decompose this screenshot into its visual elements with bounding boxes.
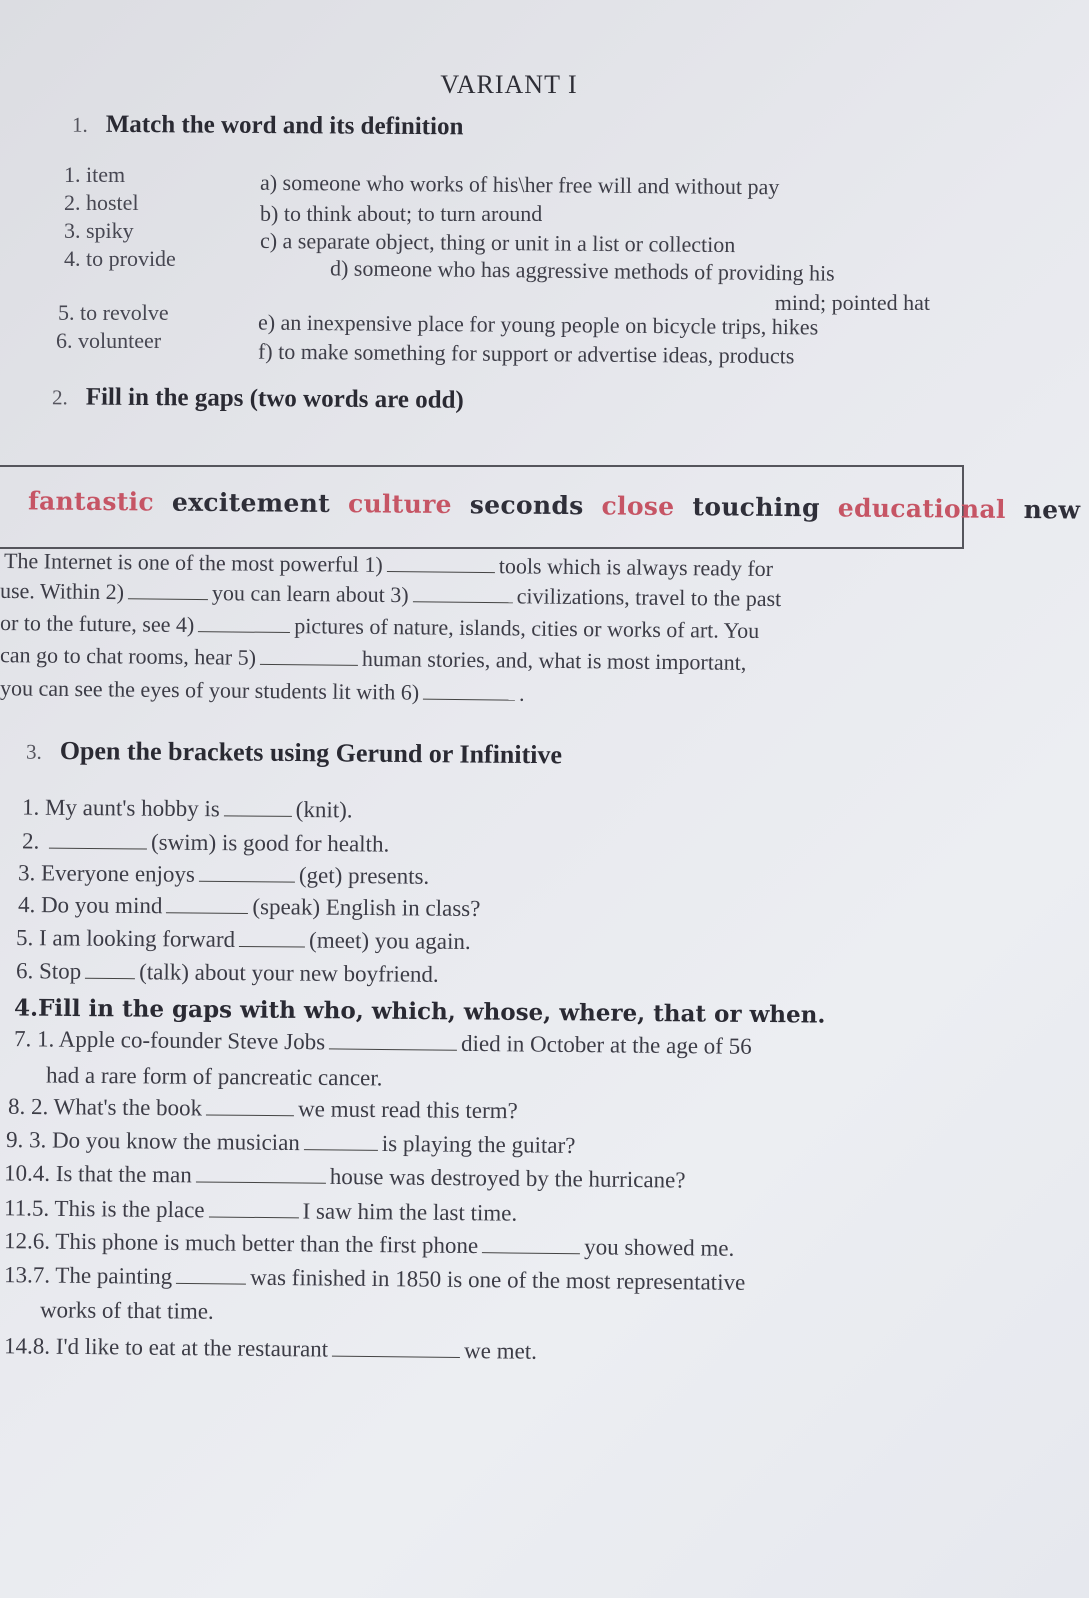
passage-text: you can learn about 3) xyxy=(211,580,409,608)
item-text: 1. Apple co-founder Steve Jobs xyxy=(36,1026,326,1055)
item-text: I saw him the last time. xyxy=(302,1198,518,1226)
section-3-heading xyxy=(26,736,562,771)
item-number: 3. xyxy=(17,860,36,886)
match-word: 5. to revolve xyxy=(58,300,169,325)
item-text: (swim) is good for health. xyxy=(150,829,390,857)
match-definition: e) an inexpensive place for young people on bicycle trips, hikes xyxy=(257,309,819,340)
exercise-item-continuation: works of that time. xyxy=(39,1297,214,1324)
item-number: 11. xyxy=(3,1195,33,1221)
section-title: Fill in the gaps (two words are odd) xyxy=(85,383,464,414)
item-text: Do you mind xyxy=(40,892,163,919)
section-1-heading xyxy=(72,111,464,142)
item-text: you showed me. xyxy=(584,1234,735,1261)
answer-blank[interactable] xyxy=(209,1200,299,1218)
item-text: Stop xyxy=(38,958,82,984)
match-word: 1. item xyxy=(64,162,126,187)
item-text: (get) presents. xyxy=(298,862,430,889)
word-bank-word: educational xyxy=(837,493,1006,524)
match-word: 3. spiky xyxy=(64,218,134,243)
passage-text: pictures of nature, islands, cities or works of art. You xyxy=(294,613,760,643)
passage-text: can go to chat rooms, hear 5) xyxy=(0,642,257,670)
match-definition: c) a separate object, thing or unit in a list or collection xyxy=(259,227,736,258)
item-text: is playing the guitar? xyxy=(381,1130,576,1158)
passage-text: The Internet is one of the most powerful 1) xyxy=(3,547,383,577)
match-definition: mind; pointed hat xyxy=(774,290,930,315)
word-bank-word: close xyxy=(601,491,675,522)
exercise-item xyxy=(18,892,481,922)
exercise-item xyxy=(16,958,439,988)
section-number: 2. xyxy=(51,385,68,410)
section-number: 3. xyxy=(25,739,42,764)
answer-blank[interactable] xyxy=(176,1267,246,1285)
item-text: 8. I'd like to eat at the restaurant xyxy=(32,1333,329,1362)
item-text: house was destroyed by the hurricane? xyxy=(329,1163,686,1193)
item-number: 8. xyxy=(7,1093,26,1119)
passage-line xyxy=(4,548,773,582)
passage-text: tools which is always ready for xyxy=(498,553,774,582)
blank-3[interactable] xyxy=(413,585,513,603)
answer-blank[interactable] xyxy=(304,1133,378,1151)
exercise-item xyxy=(16,925,471,955)
passage-text: you can see the eyes of your students lit with 6) xyxy=(0,675,420,705)
item-text: we must read this term? xyxy=(297,1096,518,1124)
item-text: 5. This is the place xyxy=(31,1195,205,1223)
item-text: Everyone enjoys xyxy=(40,860,196,887)
item-text: 2. What's the book xyxy=(30,1093,203,1121)
answer-blank[interactable] xyxy=(166,896,248,914)
match-definition: f) to make something for support or advertise ideas, products xyxy=(257,338,795,369)
exercise-item xyxy=(4,1262,745,1296)
exercise-item xyxy=(8,1094,518,1124)
answer-blank[interactable] xyxy=(239,930,305,948)
exercise-item xyxy=(4,1195,517,1226)
word-bank-word: fantastic xyxy=(27,486,155,517)
answer-blank[interactable] xyxy=(199,865,295,883)
exercise-item xyxy=(4,1160,686,1193)
answer-blank[interactable] xyxy=(85,962,135,979)
word-bank-word: culture xyxy=(347,489,452,520)
match-definition: a) someone who works of his\her free will and without pay xyxy=(259,169,780,200)
section-title: Open the brackets using Gerund or Infinitive xyxy=(59,735,563,770)
item-text: (talk) about your new boyfriend. xyxy=(139,959,439,987)
answer-blank[interactable] xyxy=(49,832,147,850)
item-number: 1. xyxy=(21,794,40,820)
blank-2[interactable] xyxy=(128,582,208,600)
exercise-item xyxy=(4,1228,735,1262)
item-text: 4. Is that the man xyxy=(32,1160,192,1188)
item-text: (speak) English in class? xyxy=(252,894,481,922)
exercise-item-continuation: had a rare form of pancreatic cancer. xyxy=(45,1062,383,1091)
page-title: VARIANT I xyxy=(440,70,578,99)
passage-line xyxy=(0,610,759,644)
exercise-item xyxy=(4,1333,537,1365)
item-text: My aunt's hobby is xyxy=(44,794,220,822)
match-word: 6. volunteer xyxy=(56,328,162,353)
answer-blank[interactable] xyxy=(332,1340,460,1358)
answer-blank[interactable] xyxy=(329,1032,457,1050)
word-bank-word: touching xyxy=(692,492,820,523)
item-text: (meet) you again. xyxy=(308,927,471,954)
answer-blank[interactable] xyxy=(224,799,292,817)
item-number: 7. xyxy=(13,1026,32,1052)
section-2-heading xyxy=(52,383,464,415)
exercise-item xyxy=(18,860,429,890)
word-bank-word: seconds xyxy=(469,490,584,521)
item-text: we met. xyxy=(463,1338,538,1364)
item-number: 6. xyxy=(15,958,34,984)
section-number: 1. xyxy=(71,112,88,137)
passage-text: . xyxy=(519,680,525,706)
answer-blank[interactable] xyxy=(196,1165,326,1183)
blank-1[interactable] xyxy=(387,555,495,573)
exercise-item xyxy=(6,1127,576,1159)
item-text: 7. The painting xyxy=(32,1262,173,1289)
item-text: was finished in 1850 is one of the most representative xyxy=(250,1264,746,1295)
match-word: 4. to provide xyxy=(64,246,176,271)
section-title: Match the word and its definition xyxy=(105,110,464,141)
passage-text: use. Within 2) xyxy=(0,577,125,605)
passage-line xyxy=(0,675,525,706)
item-text: (knit). xyxy=(295,796,353,823)
passage-text: human stories, and, what is most important, xyxy=(361,645,747,675)
answer-blank[interactable] xyxy=(482,1236,580,1254)
item-number: 9. xyxy=(5,1127,24,1153)
blank-6[interactable] xyxy=(423,683,515,701)
word-bank-word: new xyxy=(1023,495,1081,525)
word-bank-box xyxy=(0,465,1081,549)
exercise-item xyxy=(22,828,389,857)
item-number: 5. xyxy=(15,925,34,951)
blank-5[interactable] xyxy=(260,648,358,666)
item-text: I am looking forward xyxy=(38,925,236,952)
passage-line xyxy=(0,642,746,676)
word-bank xyxy=(28,486,1089,524)
item-number: 14. xyxy=(3,1333,33,1359)
item-number: 13. xyxy=(3,1262,33,1288)
exercise-item xyxy=(14,1026,752,1060)
match-definition: d) someone who has aggressive methods of providing his xyxy=(329,255,835,286)
item-number: 2. xyxy=(21,828,40,854)
exercise-item xyxy=(22,795,353,824)
section-4-heading: 4.Fill in the gaps with who, which, whose, where, that or when. xyxy=(13,994,826,1029)
word-bank-word: excitement xyxy=(171,487,331,519)
item-number: 10. xyxy=(3,1160,33,1186)
match-word: 2. hostel xyxy=(64,190,139,215)
passage-text: civilizations, travel to the past xyxy=(516,583,782,612)
item-text: 3. Do you know the musician xyxy=(28,1127,300,1156)
answer-blank[interactable] xyxy=(206,1099,294,1117)
passage-line xyxy=(0,578,781,612)
blank-4[interactable] xyxy=(198,615,290,633)
item-number: 4. xyxy=(17,891,36,918)
match-definition: b) to think about; to turn around xyxy=(260,201,543,226)
item-text: died in October at the age of 56 xyxy=(460,1030,752,1059)
passage-text: or to the future, see 4) xyxy=(0,610,195,638)
item-number: 12. xyxy=(3,1228,33,1254)
item-text: 6. This phone is much better than the first phone xyxy=(32,1228,479,1259)
